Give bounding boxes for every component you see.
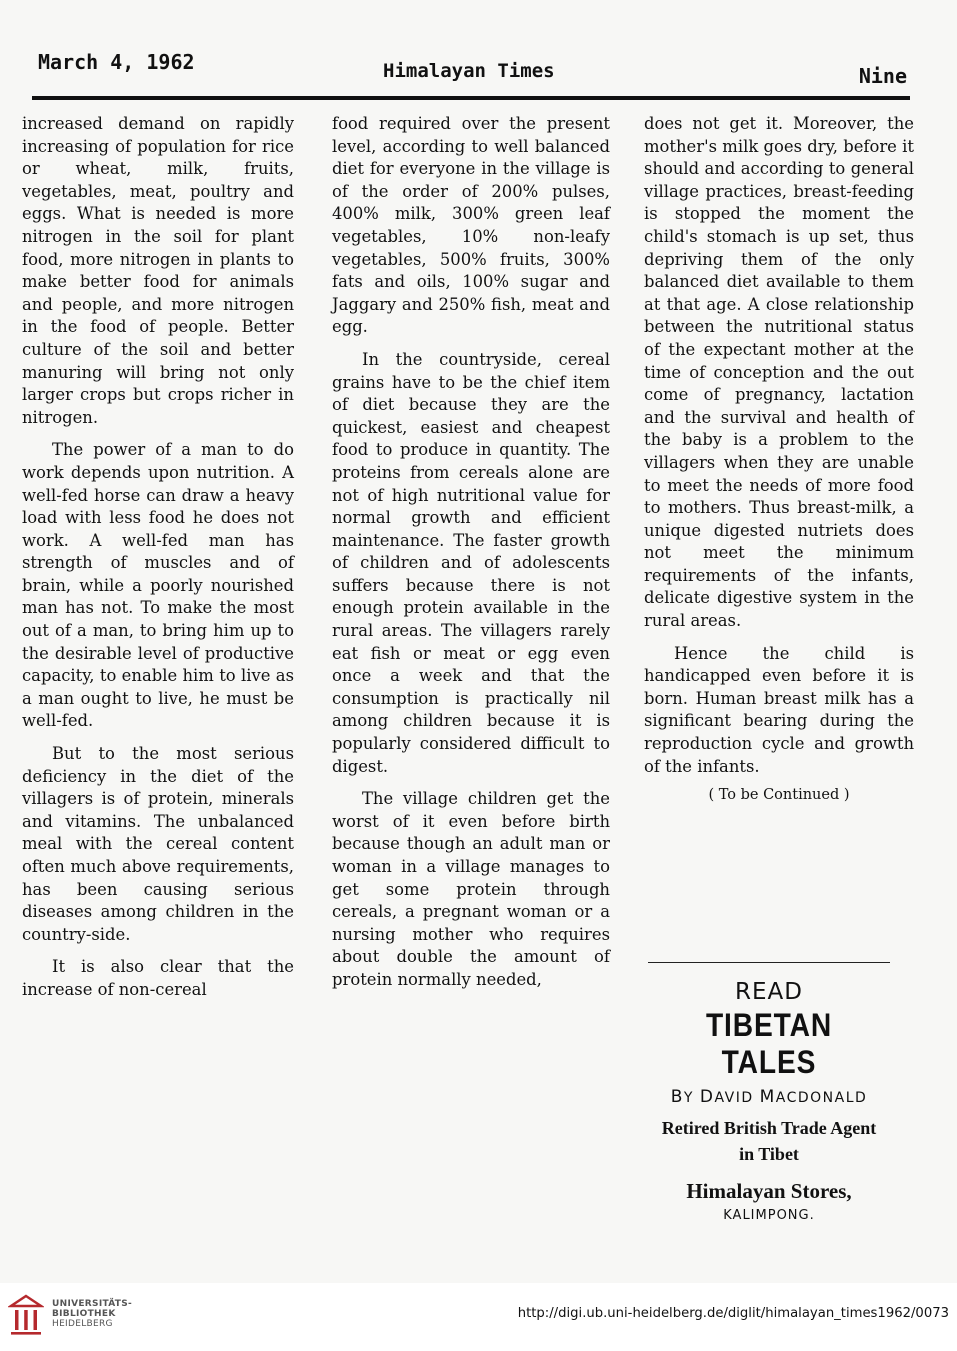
header-rule <box>32 96 910 100</box>
source-url[interactable]: http://digi.ub.uni-heidelberg.de/diglit/himalayan_times1962/0073 <box>517 1306 949 1321</box>
ad-author <box>648 1087 890 1107</box>
logo-line: BIBLIOTHEK <box>52 1309 116 1319</box>
paragraph: The village children get the worst of it even before birth because though an adult man or woman in a village manages to get some protein through cereals, a pregnant woman or a nursing mother who requires about double the amount of protein normally needed, <box>332 789 610 989</box>
page-number: Nine <box>858 64 907 88</box>
ad-store-name: Himalayan Stores, <box>686 1179 852 1203</box>
paragraph: increased demand on rapidly increasing of population for rice or wheat, milk, fruits, vegetables, meat, poultry and eggs. What is needed is more nitrogen in the soil for plant food, more nitrogen in plants to make better food for animals and people, and more nitrogen in the food of people. Better culture of the soil and better manuring will bring not only larger crops but crops richer in nitrogen. <box>22 114 294 427</box>
library-footer <box>0 1283 957 1351</box>
paragraph: food required over the present level, according to well balanced diet for everyone in the village is of the order of 200% pulses, 400% milk, 300% green leaf vegetables, 10% non-leafy vegetables, 500% fruits, 300% fats and oils, 100% sugar and Jaggary and 250% fish, meat and egg. <box>332 114 610 337</box>
article-column-3 <box>644 113 914 807</box>
ad-author-part: ACDONALD <box>775 1090 868 1106</box>
issue-date: March 4, 1962 <box>38 50 195 74</box>
page-header <box>38 50 907 88</box>
ad-book-title: TIBETAN TALES <box>705 1007 833 1080</box>
library-logo-text <box>52 1299 132 1329</box>
paragraph: In the countryside, cereal grains have to be the chief item of diet because they are the quickest, easiest and cheapest food to produce in quantity. The proteins from cereals alone are not of high nutritional value for normal growth and efficient maintenance. The faster growth of children and of adolescents suffers because there is not enough protein available in the rural areas. The villagers rarely eat fish or meat or egg even once a week and that the consumption is practically nil among children because it is popularly considered difficult to digest. <box>332 349 610 776</box>
ad-author-role <box>648 1115 890 1167</box>
ad-author-part: B <box>670 1087 684 1107</box>
logo-line: HEIDELBERG <box>52 1319 113 1329</box>
paragraph: The power of a man to do work depends upon nutrition. A well-fed horse can draw a heavy load with less food he does not work. A well-fed man has strength of muscles and of brain, while a poorly nourished man has not. To make the most out of a man, to bring him up to the desirable level of productive capacity, to enable him to live as a man ought to live, he must be well-fed. <box>22 440 294 731</box>
ad-role-line: in Tibet <box>739 1144 799 1164</box>
article-column-2 <box>332 113 610 992</box>
ad-read: READ <box>735 979 803 1005</box>
ad-author-part: AVID <box>714 1090 760 1106</box>
ad-town: KALIMPONG. <box>723 1208 815 1223</box>
newspaper-name: Himalayan Times <box>383 60 555 82</box>
paragraph: does not get it. Moreover, the mother's milk goes dry, before it should and according to general village practices, breast-feeding is stopped the moment the child's stomach is up set, thus depriving them of the only balanced diet available to them at that age. A close relationship between the nutritional status of the expectant mother at the time of conception and the out come of pregnancy, lactation and the survival and health of the baby is a problem to the villagers when they are unable to meet the needs of more food to mothers. Thus breast-milk, a unique digested nutriets does not meet the minimum requirements of the infants, delicate digestive system in the rural areas. <box>644 114 914 631</box>
book-advertisement <box>648 962 890 1223</box>
paragraph: Hence the child is handicapped even before it is born. Human breast milk has a significant bearing during the reproduction cycle and growth of the infants. <box>644 643 914 776</box>
paragraph: It is also clear that the increase of non-cereal <box>22 957 294 999</box>
library-logo-icon <box>8 1293 44 1337</box>
continued-note: ( To be Continued ) <box>708 787 850 804</box>
ad-author-part: M <box>759 1087 776 1107</box>
logo-line: UNIVERSITÄTS- <box>52 1299 133 1309</box>
ad-author-part: Y <box>683 1090 700 1106</box>
paragraph: But to the most serious deficiency in the diet of the villagers is of protein, minerals and vitamins. The unbalanced meal with the cereal content often much above requirements, has been causing serious diseases among children in the country-side. <box>22 744 294 944</box>
ad-role-line: Retired British Trade Agent <box>661 1118 877 1138</box>
article-column-1 <box>22 113 294 1002</box>
ad-author-part: D <box>699 1087 715 1107</box>
